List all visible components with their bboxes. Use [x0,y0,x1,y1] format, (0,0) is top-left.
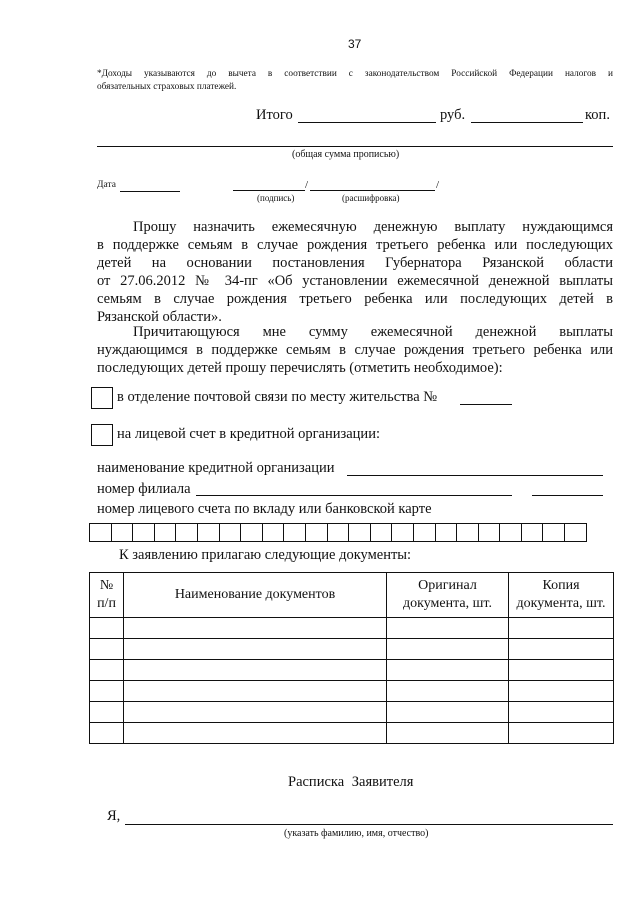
footnote-line-2: обязательных страховых платежей. [97,82,237,92]
kop-label: коп. [585,107,610,123]
branch-field[interactable] [196,495,512,496]
table-row [90,660,614,681]
account-digit-cell[interactable] [176,523,198,542]
table-cell[interactable] [509,660,614,681]
table-cell[interactable] [124,639,387,660]
branch-label: номер филиала [97,481,191,497]
account-label: номер лицевого счета по вкладу или банковской карте [97,501,432,517]
sum-in-words-caption: (общая сумма прописью) [292,149,400,160]
receipt-ya: Я, [107,808,121,824]
col-copy-header-2: документа, шт. [516,596,606,611]
documents-table [89,572,614,744]
sum-in-words-field[interactable] [97,146,613,147]
transfer-line-3: последующих детей прошу перечислять (отметить необходимое): [97,360,503,376]
table-cell[interactable] [387,618,509,639]
footnote-line-1: *Доходы указываются до вычета в соответствии с законодательством Российской Федерации налогов и [97,69,613,79]
bank-account-label: на лицевой счет в кредитной организации: [117,426,380,442]
table-cell[interactable] [90,702,124,723]
account-digit-cell[interactable] [263,523,285,542]
transfer-paragraph [97,323,613,377]
col-original-header-2: документа, шт. [403,596,492,611]
transfer-line-2: нуждающимся в поддержке семьям в случае рождения третьего ребенка или [97,342,613,358]
transfer-line-1: Причитающуюся мне сумму ежемесячной денежной выплаты [133,324,613,340]
table-cell[interactable] [387,660,509,681]
table-cell[interactable] [387,681,509,702]
rub-label: руб. [440,107,466,123]
table-cell[interactable] [90,723,124,744]
table-cell[interactable] [124,702,387,723]
account-digit-cell[interactable] [543,523,565,542]
account-digit-cell[interactable] [414,523,436,542]
account-digit-cell[interactable] [565,523,587,542]
table-cell[interactable] [124,723,387,744]
post-office-number-field[interactable] [460,404,512,405]
table-cell[interactable] [387,702,509,723]
rub-field[interactable] [298,122,436,123]
table-row [90,702,614,723]
decode-caption: (расшифровка) [342,193,400,203]
account-digit-cell[interactable] [328,523,350,542]
request-paragraph [97,218,613,326]
request-line-2: в поддержке семьям в случае рождения третьего ребенка или последующих [97,237,613,253]
account-digit-cell[interactable] [457,523,479,542]
table-cell[interactable] [509,639,614,660]
table-cell[interactable] [124,660,387,681]
request-line-4: от 27.06.2012 № 34-пг «Об установлении ежемесячной денежной выплаты [97,273,613,289]
signature-field[interactable] [233,190,305,191]
account-digit-cell[interactable] [90,523,112,542]
request-line-3: детей на основании постановления Губернатора Рязанской области [97,255,613,271]
account-digit-cell[interactable] [155,523,177,542]
account-digit-cell[interactable] [306,523,328,542]
account-digit-cell[interactable] [436,523,458,542]
account-digit-cell[interactable] [349,523,371,542]
receipt-title: Расписка Заявителя [288,774,414,790]
table-cell[interactable] [90,681,124,702]
account-digit-cell[interactable] [220,523,242,542]
table-row [90,723,614,744]
kop-field[interactable] [471,122,583,123]
col-original-header-1: Оригинал [418,578,477,593]
account-digit-cell[interactable] [198,523,220,542]
table-cell[interactable] [509,618,614,639]
slash-2: / [436,179,440,191]
bank-account-checkbox[interactable] [91,424,113,446]
col-copy-header-1: Копия [542,578,580,593]
account-digit-cell[interactable] [392,523,414,542]
table-row [90,618,614,639]
table-cell[interactable] [509,702,614,723]
table-cell[interactable] [509,723,614,744]
col-number-header-1: № [99,578,114,593]
account-digit-cell[interactable] [522,523,544,542]
full-name-field[interactable] [125,824,613,825]
table-row [90,639,614,660]
decode-field[interactable] [310,190,435,191]
request-line-6: Рязанской области». [97,309,222,325]
col-original-header [387,573,509,618]
itogo-label: Итого [256,107,293,123]
table-cell[interactable] [90,639,124,660]
org-name-label: наименование кредитной организации [97,460,335,476]
page-number: 37 [348,37,362,51]
account-digit-cell[interactable] [371,523,393,542]
account-digit-cell[interactable] [284,523,306,542]
request-line-1: Прошу назначить ежемесячную денежную выплату нуждающимся [133,219,613,235]
account-digit-cell[interactable] [479,523,501,542]
table-header-row [90,573,614,618]
full-name-caption: (указать фамилию, имя, отчество) [284,828,429,839]
request-line-5: семьям в случае рождения третьего ребенка или последующих детей в [97,291,613,307]
branch-field-extra[interactable] [532,495,603,496]
table-cell[interactable] [90,618,124,639]
col-copy-header [509,573,614,618]
date-field[interactable] [120,191,180,192]
table-cell[interactable] [387,639,509,660]
account-digit-cell[interactable] [241,523,263,542]
post-office-label: в отделение почтовой связи по месту жительства № [117,389,438,405]
col-name-header: Наименование документов [124,573,387,618]
table-cell[interactable] [509,681,614,702]
table-cell[interactable] [387,723,509,744]
signature-caption: (подпись) [257,193,295,203]
col-number-header [90,573,124,618]
account-digit-cell[interactable] [133,523,155,542]
table-cell[interactable] [90,660,124,681]
account-number-boxes[interactable] [89,523,587,542]
table-cell[interactable] [124,618,387,639]
account-digit-cell[interactable] [500,523,522,542]
table-cell[interactable] [124,681,387,702]
post-office-checkbox[interactable] [91,387,113,409]
slash-1: / [305,179,309,191]
col-number-header-2: п/п [97,596,116,611]
account-digit-cell[interactable] [112,523,134,542]
date-label: Дата [97,180,116,190]
footnote [97,68,613,94]
attachments-intro: К заявлению прилагаю следующие документы: [119,547,412,563]
org-name-field[interactable] [347,475,603,476]
table-row [90,681,614,702]
